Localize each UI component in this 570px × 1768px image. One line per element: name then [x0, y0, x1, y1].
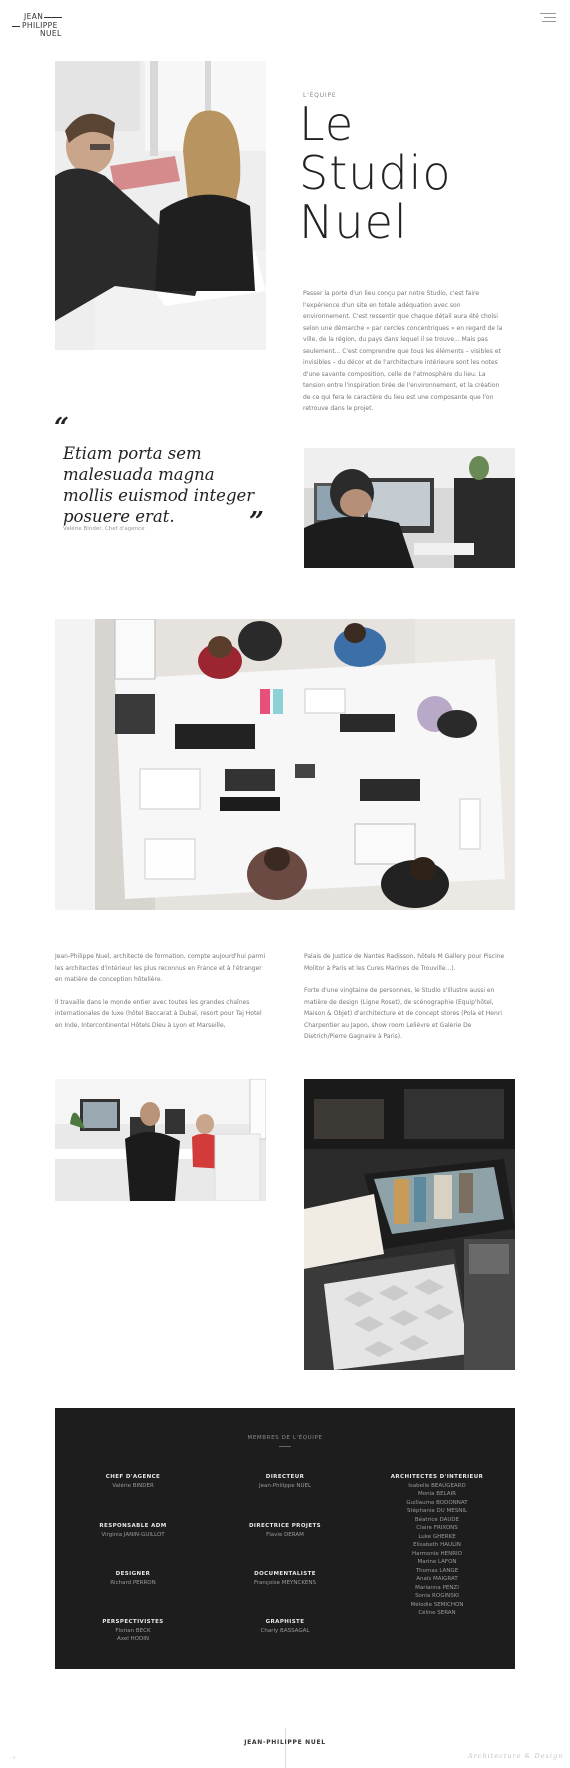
team-member-name: Thomas LANGE — [415, 1567, 459, 1574]
team-member-name: Françoise MEYNCKENS — [253, 1579, 317, 1586]
team-member-name: Harmonie HENRIO — [411, 1550, 463, 1557]
footer-mark: · º — [10, 1756, 16, 1762]
designer-at-computer-photo — [304, 448, 515, 568]
page-title-line: Studio — [299, 146, 452, 200]
team-member-name: Monia BELAIR — [418, 1491, 456, 1497]
team-role-title: GRAPHISTE — [265, 1619, 305, 1625]
team-role — [63, 1473, 203, 1490]
team-role — [215, 1570, 355, 1587]
team-member-name: Valérie BINDER — [112, 1482, 154, 1489]
logo-line-2: PHILIPPE — [12, 22, 72, 31]
team-role — [215, 1522, 355, 1539]
team-member-name: Axel HODIN — [117, 1636, 149, 1642]
team-member-name: Sonia ROGINSKI — [415, 1593, 459, 1599]
team-role — [63, 1618, 203, 1644]
bio-paragraph: Il travaille dans le monde entier avec toutes les grandes chaînes internationales de luxe (hôtel Baccarat à Dubaï, resort pour Taj Hotel en Inde, Intercontinental Hôtels Dieu à Lyon et Marseille, — [55, 998, 262, 1029]
footer-brand-link[interactable]: JEAN-PHILIPPE NUEL — [244, 1739, 326, 1746]
team-member-name: Anaïs MAIGRAT — [416, 1576, 458, 1582]
intro-paragraph: Passer la porte d'un lieu conçu par notre Studio, c'est faire l'expérience d'un site en totale adéquation avec son environnement. C'est ressentir que chaque détail aura été choisi selon une démarche « par cercles concentriques » en regard de la ville, de la région, du pays dans lequel il se trouve... Mais pas seulement... C'est comprendre que tous les éléments – visibles et invisibles – du décor et de l'architecture intérieure sont les notes d'une savante composition, celle de l'atmosphère du lieu. La tension entre l'inspiration tirée de l'environnement, et la création de ce qui fera le caractère du lieu est une composante que l'on retrouve dans le projet. — [303, 290, 503, 412]
team-member-name: Guillaume BODONNAT — [406, 1499, 468, 1506]
office-workers-photo — [55, 1079, 266, 1201]
team-member-name: Flavie DERAM — [266, 1531, 304, 1538]
pull-quote: Etiam porta sem malesuada magna mollis euismod integer posuere erat. — [63, 444, 255, 526]
bio-left-column — [55, 951, 267, 1031]
page-title-line: Nuel — [299, 195, 408, 249]
team-role — [63, 1570, 203, 1587]
page-title-line: Le — [299, 97, 355, 151]
team-meeting-photo — [55, 61, 266, 350]
team-member-name: Richard PERRON — [110, 1579, 156, 1586]
quote-open-mark: “ — [54, 413, 69, 443]
bio-paragraph: Forte d'une vingtaine de personnes, le Studio s'illustre aussi en matière de design (Ligne Roset), de scénographie (Equip'hôtel, Maison & Objet) d'architecture et de concept stores (Pola et Henri Charpentier au Japon, show room Lelièvre et Galerie De Dietrich/Pierre Gagnaire à Paris). — [304, 987, 502, 1040]
team-member-name: Virginia JANIN-GUILLOT — [101, 1531, 165, 1538]
team-role — [63, 1522, 203, 1539]
team-member-name: Florian BECK — [115, 1627, 151, 1634]
quote-author: Valérie Binder, Chef d'agence — [63, 526, 145, 532]
team-member-name: Claire FRIXONS — [416, 1525, 458, 1531]
team-member-name: Luke GHERKE — [418, 1533, 456, 1540]
team-role-title: DIRECTEUR — [265, 1474, 305, 1480]
team-role-title: PERSPECTIVISTES — [102, 1619, 164, 1625]
team-role-title: ARCHITECTES D'INTERIEUR — [390, 1474, 484, 1480]
team-members-section — [55, 1408, 515, 1669]
team-member-name: Mélodie SEMICHON — [410, 1601, 464, 1608]
material-samples-photo — [304, 1079, 515, 1370]
logo-line-1: JEAN — [12, 13, 72, 22]
page-title — [299, 97, 509, 249]
bio-paragraph: Palais de Justice de Nantes Radisson, hôtels M Gallery pour Piscine Molitor à Paris et les Cures Marines de Trouville...). — [304, 953, 505, 972]
team-role — [215, 1473, 355, 1490]
team-member-name: Céline SERAN — [418, 1610, 456, 1616]
team-role-title: CHEF D'AGENCE — [105, 1474, 161, 1480]
team-member-name: Charly BASSAGAL — [260, 1627, 310, 1634]
team-role — [215, 1618, 355, 1635]
team-member-name: Jean-Philippe NUEL — [258, 1482, 312, 1489]
team-member-name: Elisabeth HAULIN — [413, 1542, 461, 1548]
team-heading: MEMBRES DE L'ÉQUIPE — [247, 1435, 323, 1441]
footer-tagline: Architecture & Design — [468, 1752, 564, 1760]
bio-paragraph: Jean-Philippe Nuel, architecte de formation, compte aujourd'hui parmi les architectes d'intérieur les plus reconnus en France et à l'étranger en matière de conception hôtelière. — [55, 953, 266, 983]
team-role — [367, 1473, 507, 1618]
team-role-title: RESPONSABLE ADM — [99, 1523, 167, 1529]
team-role-title: DOCUMENTALISTE — [254, 1571, 316, 1577]
logo[interactable] — [12, 13, 72, 39]
footer-divider — [285, 1728, 286, 1768]
team-member-name: Isabelle BEAUGEARD — [408, 1482, 466, 1489]
logo-line-3: NUEL — [40, 29, 62, 38]
team-heading-divider — [279, 1446, 291, 1447]
team-member-name: Stéphanie DU MESNIL — [406, 1508, 468, 1514]
hamburger-menu-icon[interactable] — [540, 13, 556, 23]
team-member-name: Marine LAFON — [417, 1559, 457, 1565]
team-member-name: Béatrice DAUDE — [414, 1516, 460, 1523]
team-member-name: Marianna PENZI — [415, 1584, 459, 1591]
team-role-title: DESIGNER — [115, 1571, 151, 1577]
overhead-office-photo — [55, 619, 515, 910]
bio-right-column — [304, 951, 516, 1043]
quote-close-mark: ” — [249, 507, 264, 537]
section-eyebrow: L'ÉQUIPE — [303, 92, 337, 99]
team-role-title: DIRECTRICE PROJETS — [248, 1523, 322, 1529]
